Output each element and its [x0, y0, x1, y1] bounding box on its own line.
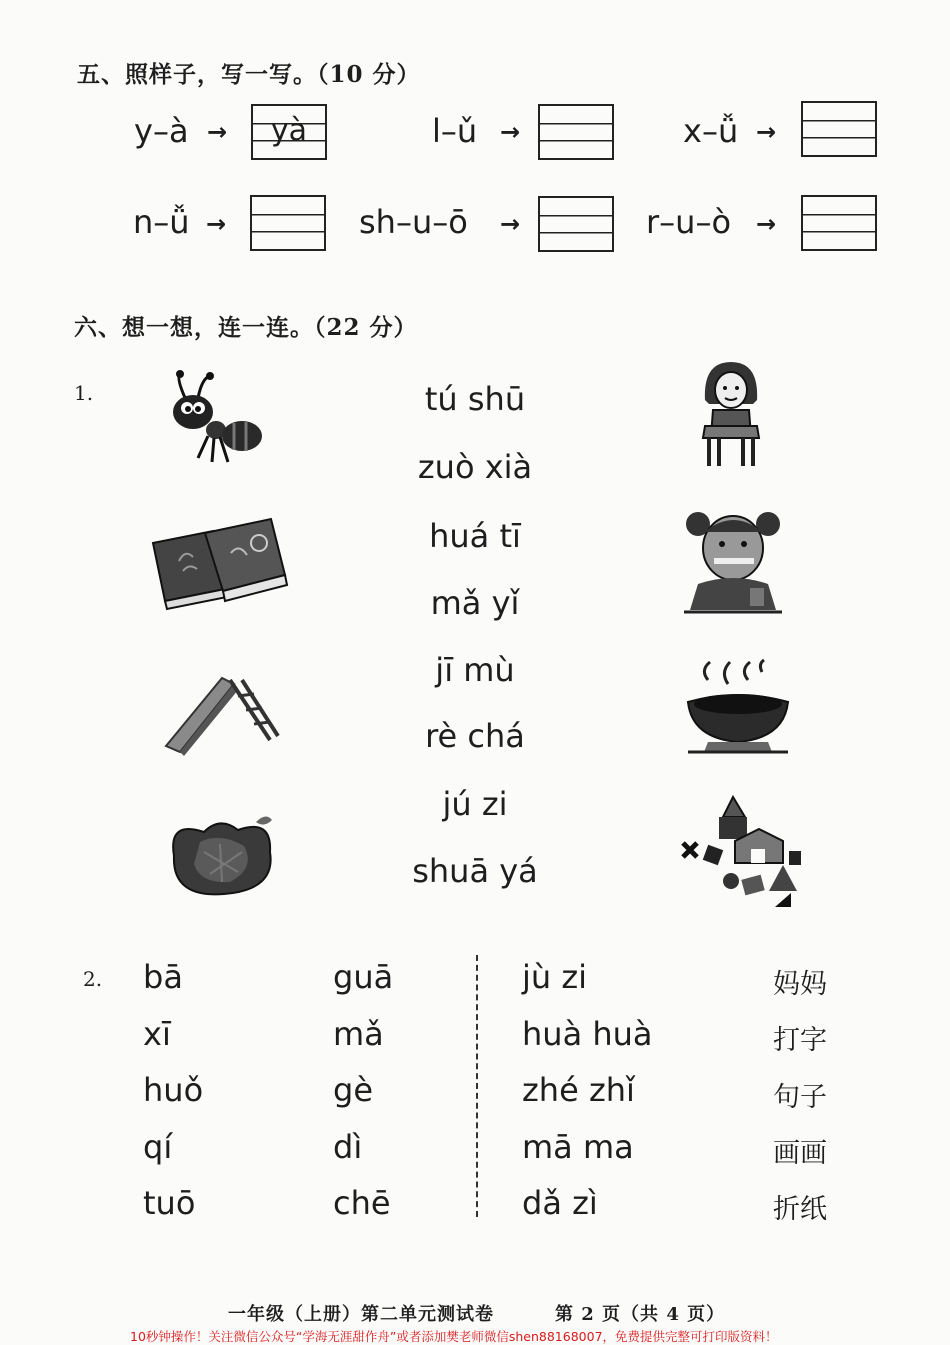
building-blocks-picture[interactable]	[679, 793, 803, 911]
page-number: 第 2 页（共 4 页）	[555, 1304, 726, 1325]
pinyin-parts: r–u–ò	[646, 203, 732, 241]
tangerine-picture[interactable]	[160, 812, 280, 900]
syllable-col1[interactable]: xī	[143, 1015, 171, 1053]
syllable-col2[interactable]: chē	[333, 1184, 391, 1222]
syllable-col2[interactable]: gè	[333, 1071, 373, 1109]
arrow-icon: →	[500, 210, 521, 238]
writing-box-answer: yà	[270, 113, 308, 148]
syllable-col2[interactable]: guā	[333, 958, 394, 996]
matching-pinyin[interactable]: jī mù	[435, 651, 515, 689]
question-number: 2.	[83, 967, 103, 991]
word-pinyin[interactable]: huà huà	[522, 1015, 653, 1053]
books-picture[interactable]	[143, 513, 289, 613]
test-title: 一年级（上册）第二单元测试卷	[228, 1304, 494, 1325]
pinyin-parts: n–ǚ	[133, 203, 190, 241]
hot-tea-picture[interactable]	[684, 658, 792, 756]
matching-pinyin[interactable]: tú shū	[424, 380, 526, 418]
matching-pinyin[interactable]: mǎ yǐ	[430, 584, 520, 622]
syllable-col2[interactable]: dì	[333, 1128, 363, 1166]
chinese-word[interactable]: 画画	[773, 1138, 827, 1169]
syllable-col1[interactable]: bā	[143, 958, 183, 996]
arrow-icon: →	[500, 118, 521, 146]
syllable-col1[interactable]: huǒ	[143, 1071, 204, 1109]
arrow-icon: →	[206, 210, 227, 238]
syllable-col1[interactable]: tuō	[143, 1184, 196, 1222]
writing-box[interactable]	[250, 195, 326, 251]
section5-heading: 五、照样子，写一写。（10 分）	[77, 61, 421, 88]
word-pinyin[interactable]: mā ma	[522, 1128, 634, 1166]
chinese-word[interactable]: 句子	[773, 1082, 827, 1113]
word-pinyin[interactable]: dǎ zì	[522, 1184, 598, 1222]
girl-sitting-picture[interactable]	[695, 360, 767, 470]
promo-text: 10秒钟操作！关注微信公众号“学海无涯甜作舟”或者添加樊老师微信shen88168007，免费提供完整可打印版资料！	[130, 1329, 778, 1344]
girl-brushing-teeth-picture[interactable]	[684, 502, 782, 614]
dashed-divider	[476, 955, 478, 1217]
pinyin-parts: y–à	[134, 112, 189, 150]
syllable-col2[interactable]: mǎ	[333, 1015, 384, 1053]
writing-box[interactable]	[801, 195, 877, 251]
word-pinyin[interactable]: zhé zhǐ	[522, 1071, 635, 1109]
chinese-word[interactable]: 折纸	[773, 1194, 827, 1225]
section6-heading: 六、想一想，连一连。（22 分）	[74, 314, 418, 341]
writing-box[interactable]	[538, 196, 614, 252]
matching-pinyin[interactable]: rè chá	[425, 717, 525, 755]
writing-box[interactable]	[251, 104, 327, 160]
chinese-word[interactable]: 打字	[773, 1025, 827, 1056]
matching-pinyin[interactable]: jú zi	[442, 785, 508, 823]
pinyin-parts: sh–u–ō	[359, 203, 468, 241]
word-pinyin[interactable]: jù zi	[522, 958, 588, 996]
arrow-icon: →	[756, 210, 777, 238]
arrow-icon: →	[207, 118, 228, 146]
writing-box[interactable]	[801, 101, 877, 157]
slide-picture[interactable]	[160, 670, 280, 756]
question-number: 1.	[74, 381, 94, 405]
chinese-word[interactable]: 妈妈	[773, 969, 827, 1000]
pinyin-parts: x–ǚ	[683, 112, 739, 150]
matching-pinyin[interactable]: shuā yá	[412, 852, 538, 890]
syllable-col1[interactable]: qí	[143, 1128, 173, 1166]
matching-pinyin[interactable]: zuò xià	[417, 448, 533, 486]
pinyin-parts: l–ǔ	[432, 112, 478, 150]
arrow-icon: →	[756, 118, 777, 146]
writing-box[interactable]	[538, 104, 614, 160]
matching-pinyin[interactable]: huá tī	[429, 517, 521, 555]
ant-picture[interactable]	[158, 370, 268, 475]
